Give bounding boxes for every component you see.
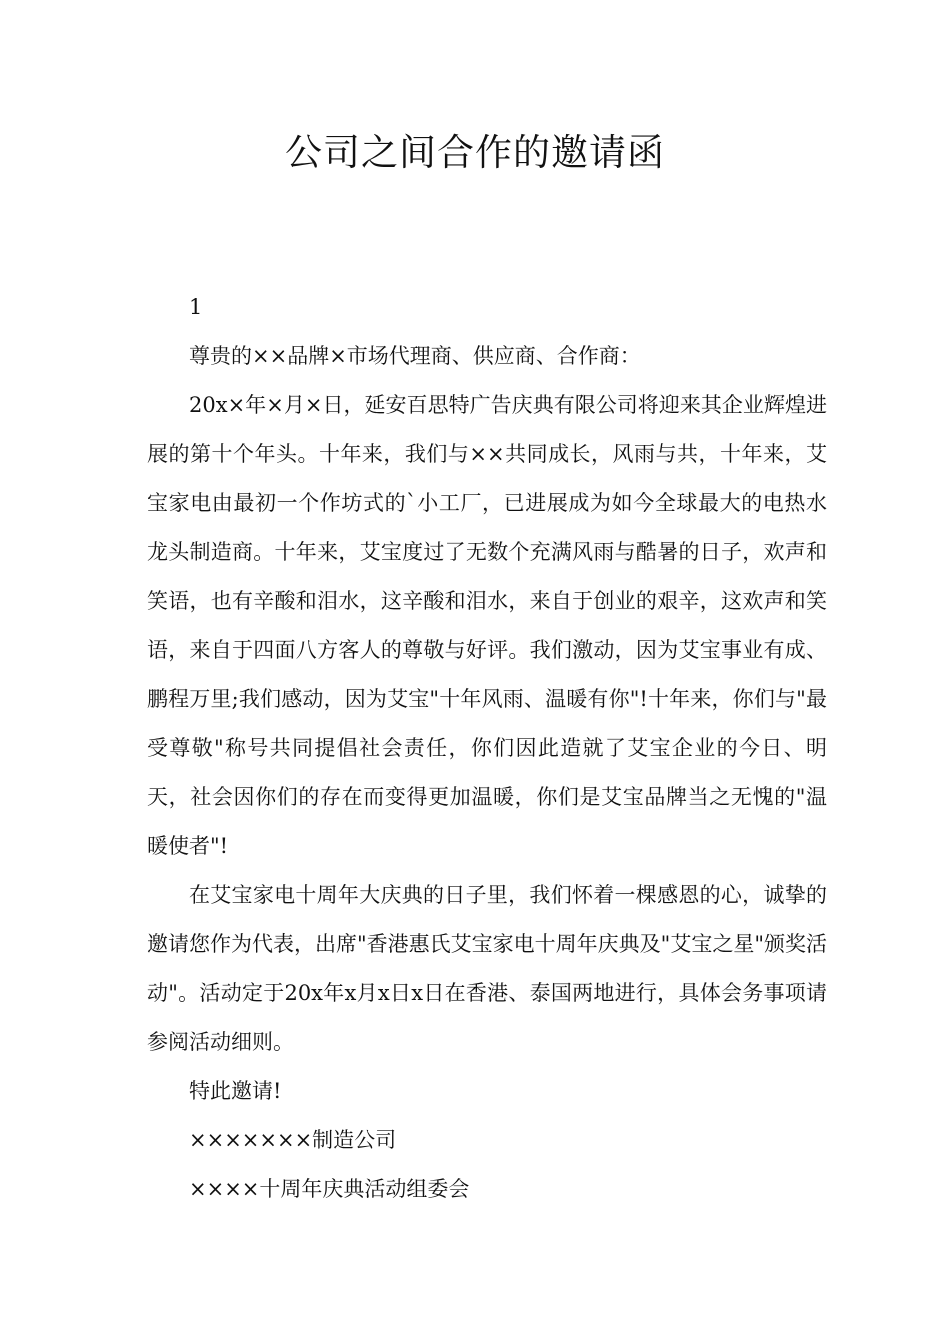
closing-line: 特此邀请! — [189, 1079, 282, 1103]
page-number-line: 1 — [189, 295, 203, 319]
signature-company: ×××××××制造公司 — [189, 1128, 397, 1152]
document-body — [147, 283, 827, 1214]
signature-committee: ××××十周年庆典活动组委会 — [189, 1177, 470, 1201]
body-paragraph-intro: 20x×年×月×日，延安百思特广告庆典有限公司将迎来其企业辉煌进展的第十个年头。十年来，我们与××共同成长，风雨与共，十年来，艾宝家电由最初一个作坊式的`小工厂，已进展成为如今全球最大的电热水龙头制造商。十年来，艾宝度过了无数个充满风雨与酷暑的日子，欢声和笑语，也有辛酸和泪水，这辛酸和泪水，来自于创业的艰辛，这欢声和笑语，来自于四面八方客人的尊敬与好评。我们激动，因为艾宝事业有成、鹏程万里;我们感动，因为艾宝"十年风雨、温暖有你"!十年来，你们与"最受尊敬"称号共同提倡社会责任，你们因此造就了艾宝企业的今日、明天，社会因你们的存在而变得更加温暖，你们是艾宝品牌当之无愧的"温暖使者"! — [147, 393, 827, 858]
salutation: 尊贵的××品牌×市场代理商、供应商、合作商： — [189, 344, 641, 368]
body-paragraph-invitation: 在艾宝家电十周年大庆典的日子里，我们怀着一棵感恩的心，诚挚的邀请您作为代表，出席"香港惠氏艾宝家电十周年庆典及"艾宝之星"颁奖活动"。活动定于20x年x月x日x日在香港、泰国两地进行，具体会务事项请参阅活动细则。 — [147, 883, 827, 1054]
document-title: 公司之间合作的邀请函 — [285, 131, 665, 174]
